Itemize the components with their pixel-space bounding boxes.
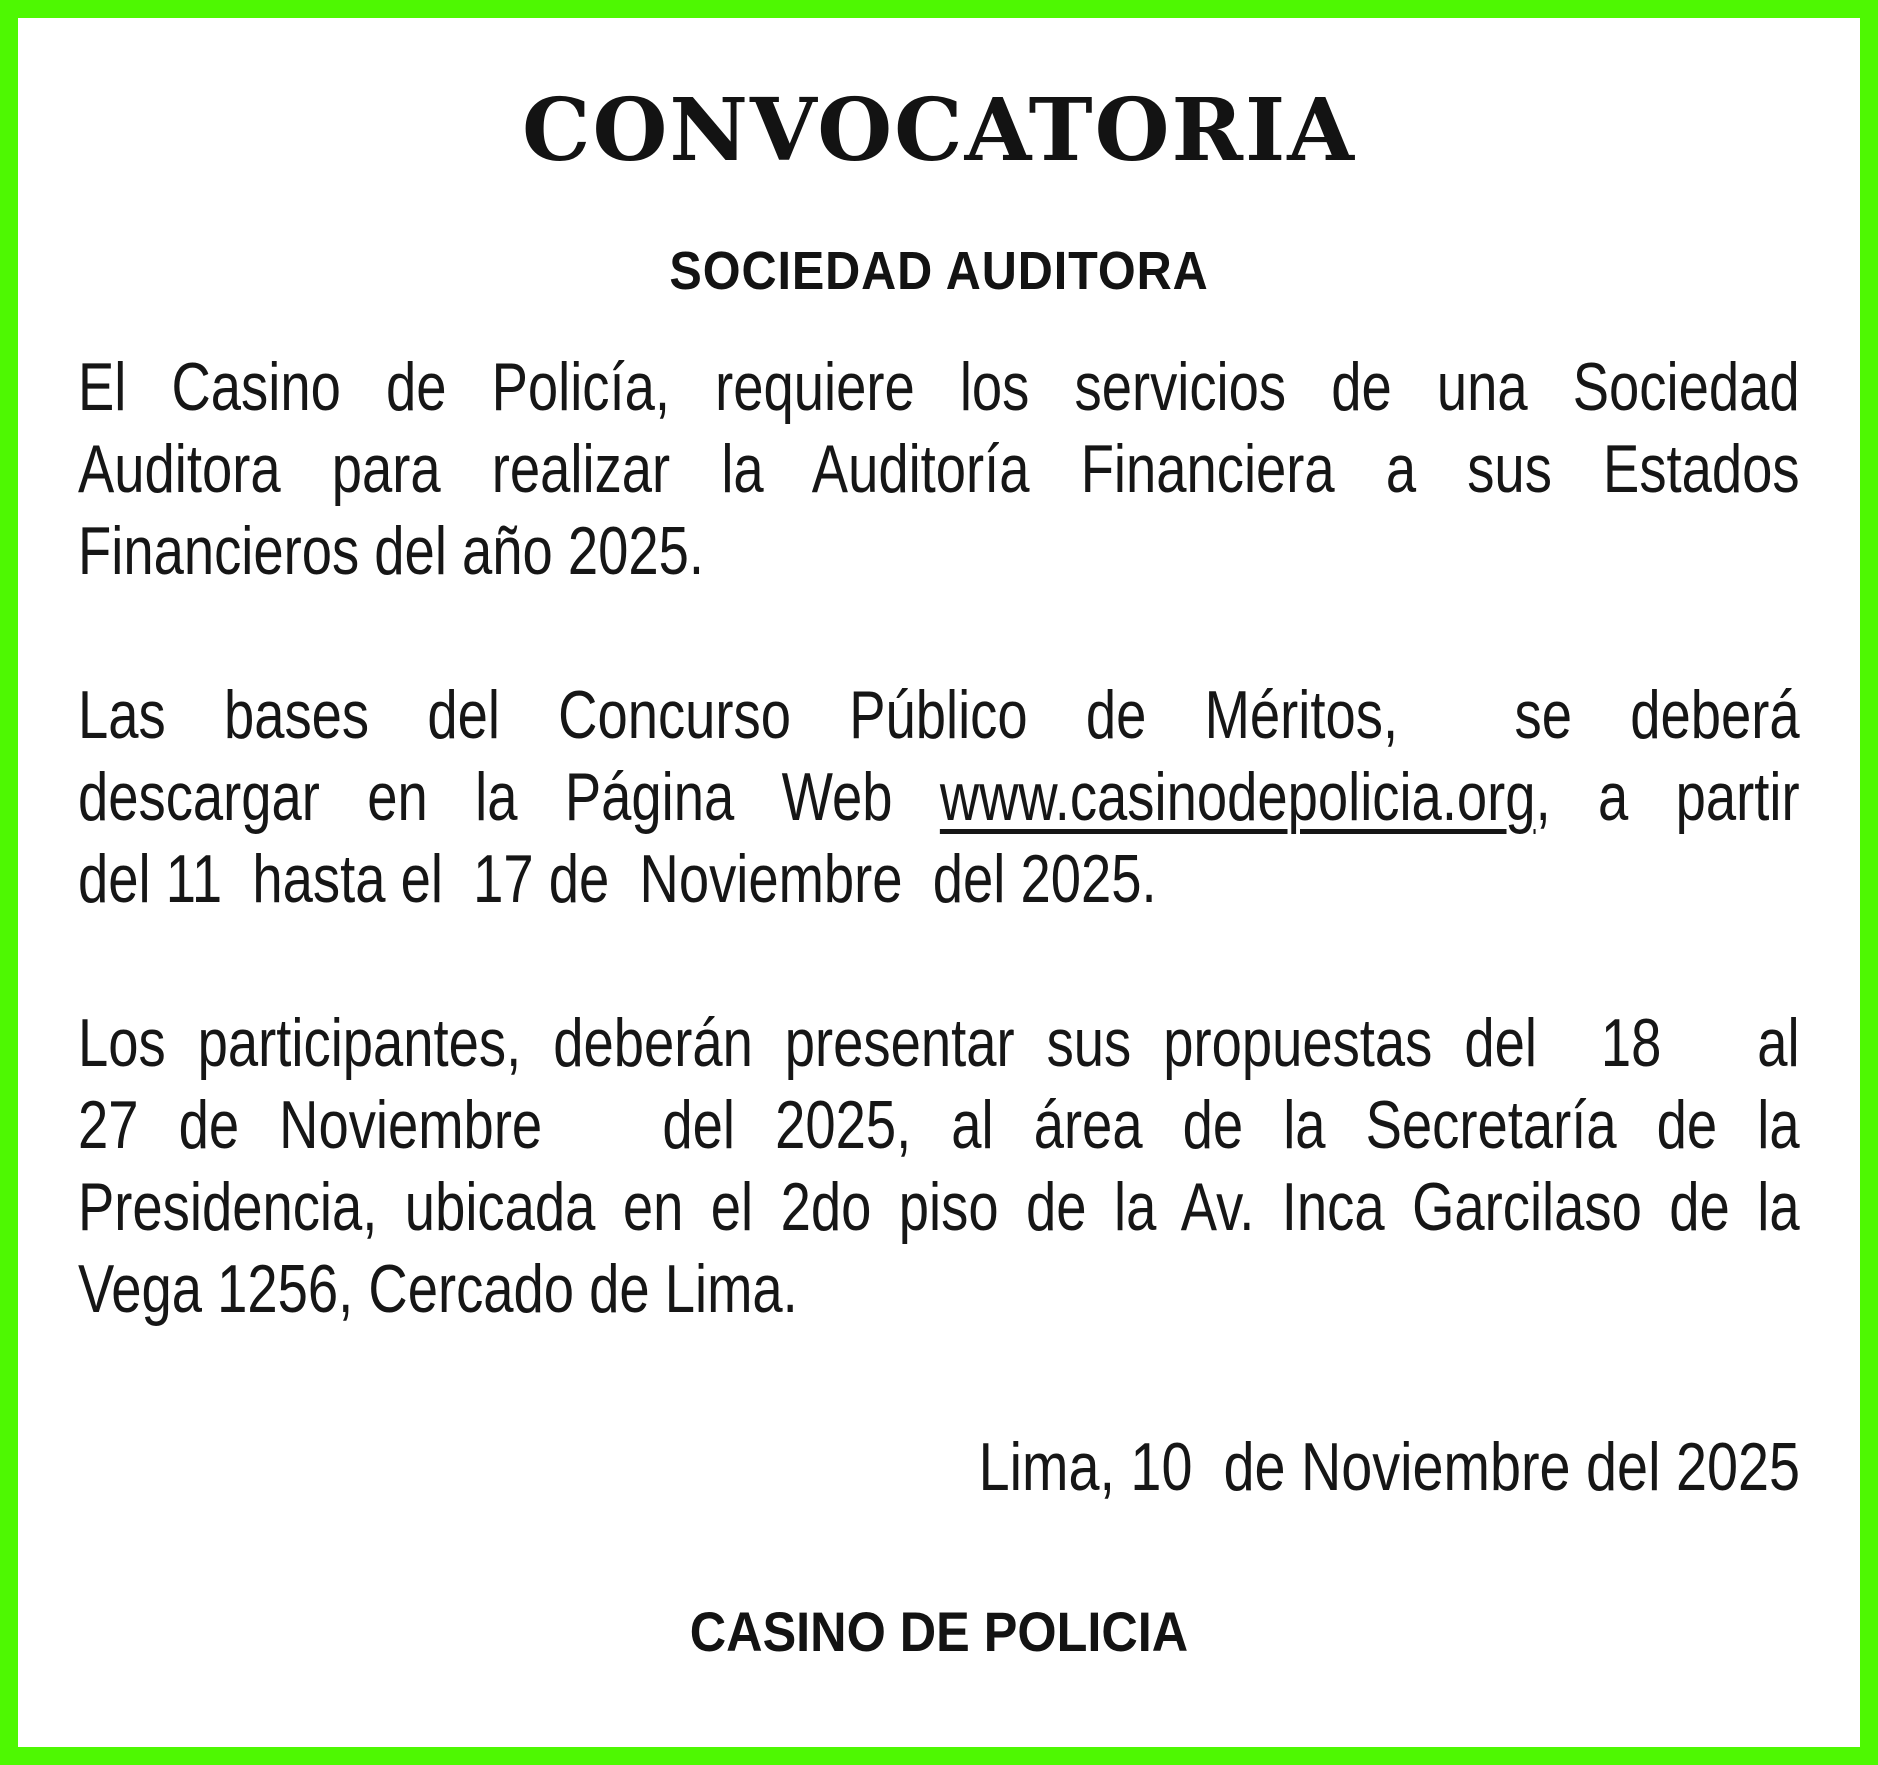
paragraph-line: Las bases del Concurso Público de Méritos, se deberá [78,677,1800,753]
date-line: Lima, 10 de Noviembre del 2025 [978,1429,1800,1505]
paragraph-1 [78,346,1800,592]
paragraph-line: Vega 1256, Cercado de Lima. [78,1251,798,1327]
paragraph-3 [78,1002,1800,1330]
paragraph-line: Auditora para realizar la Auditoría Financiera a sus Estados [78,431,1800,507]
organization-name: CASINO DE POLICIA [689,1600,1189,1663]
paragraph-line: Los participantes, deberán presentar sus propuestas del 18 al [78,1005,1800,1081]
announcement-title: CONVOCATORIA [522,80,1356,181]
paragraph-line: del 11 hasta el 17 de Noviembre del 2025. [78,841,1157,917]
paragraph-line-text: , a partir [1535,759,1800,835]
paragraph-line-with-url [78,756,1800,838]
website-url-text: www.casinodepolicia.org [939,759,1536,835]
announcement-subtitle: SOCIEDAD AUDITORA [669,241,1209,301]
paragraph-line: Presidencia, ubicada en el 2do piso de la Av. Inca Garcilaso de la [78,1169,1800,1245]
paragraph-2 [78,674,1800,920]
paragraph-line: 27 de Noviembre del 2025, al área de la Secretaría de la [78,1087,1800,1163]
announcement-body [78,346,1800,1330]
paragraph-line: El Casino de Policía, requiere los servicios de una Sociedad [78,349,1800,425]
paragraph-line-text: descargar en la Página Web [78,759,940,835]
announcement-content [18,18,1860,1663]
paragraph-line: Financieros del año 2025. [78,513,705,589]
